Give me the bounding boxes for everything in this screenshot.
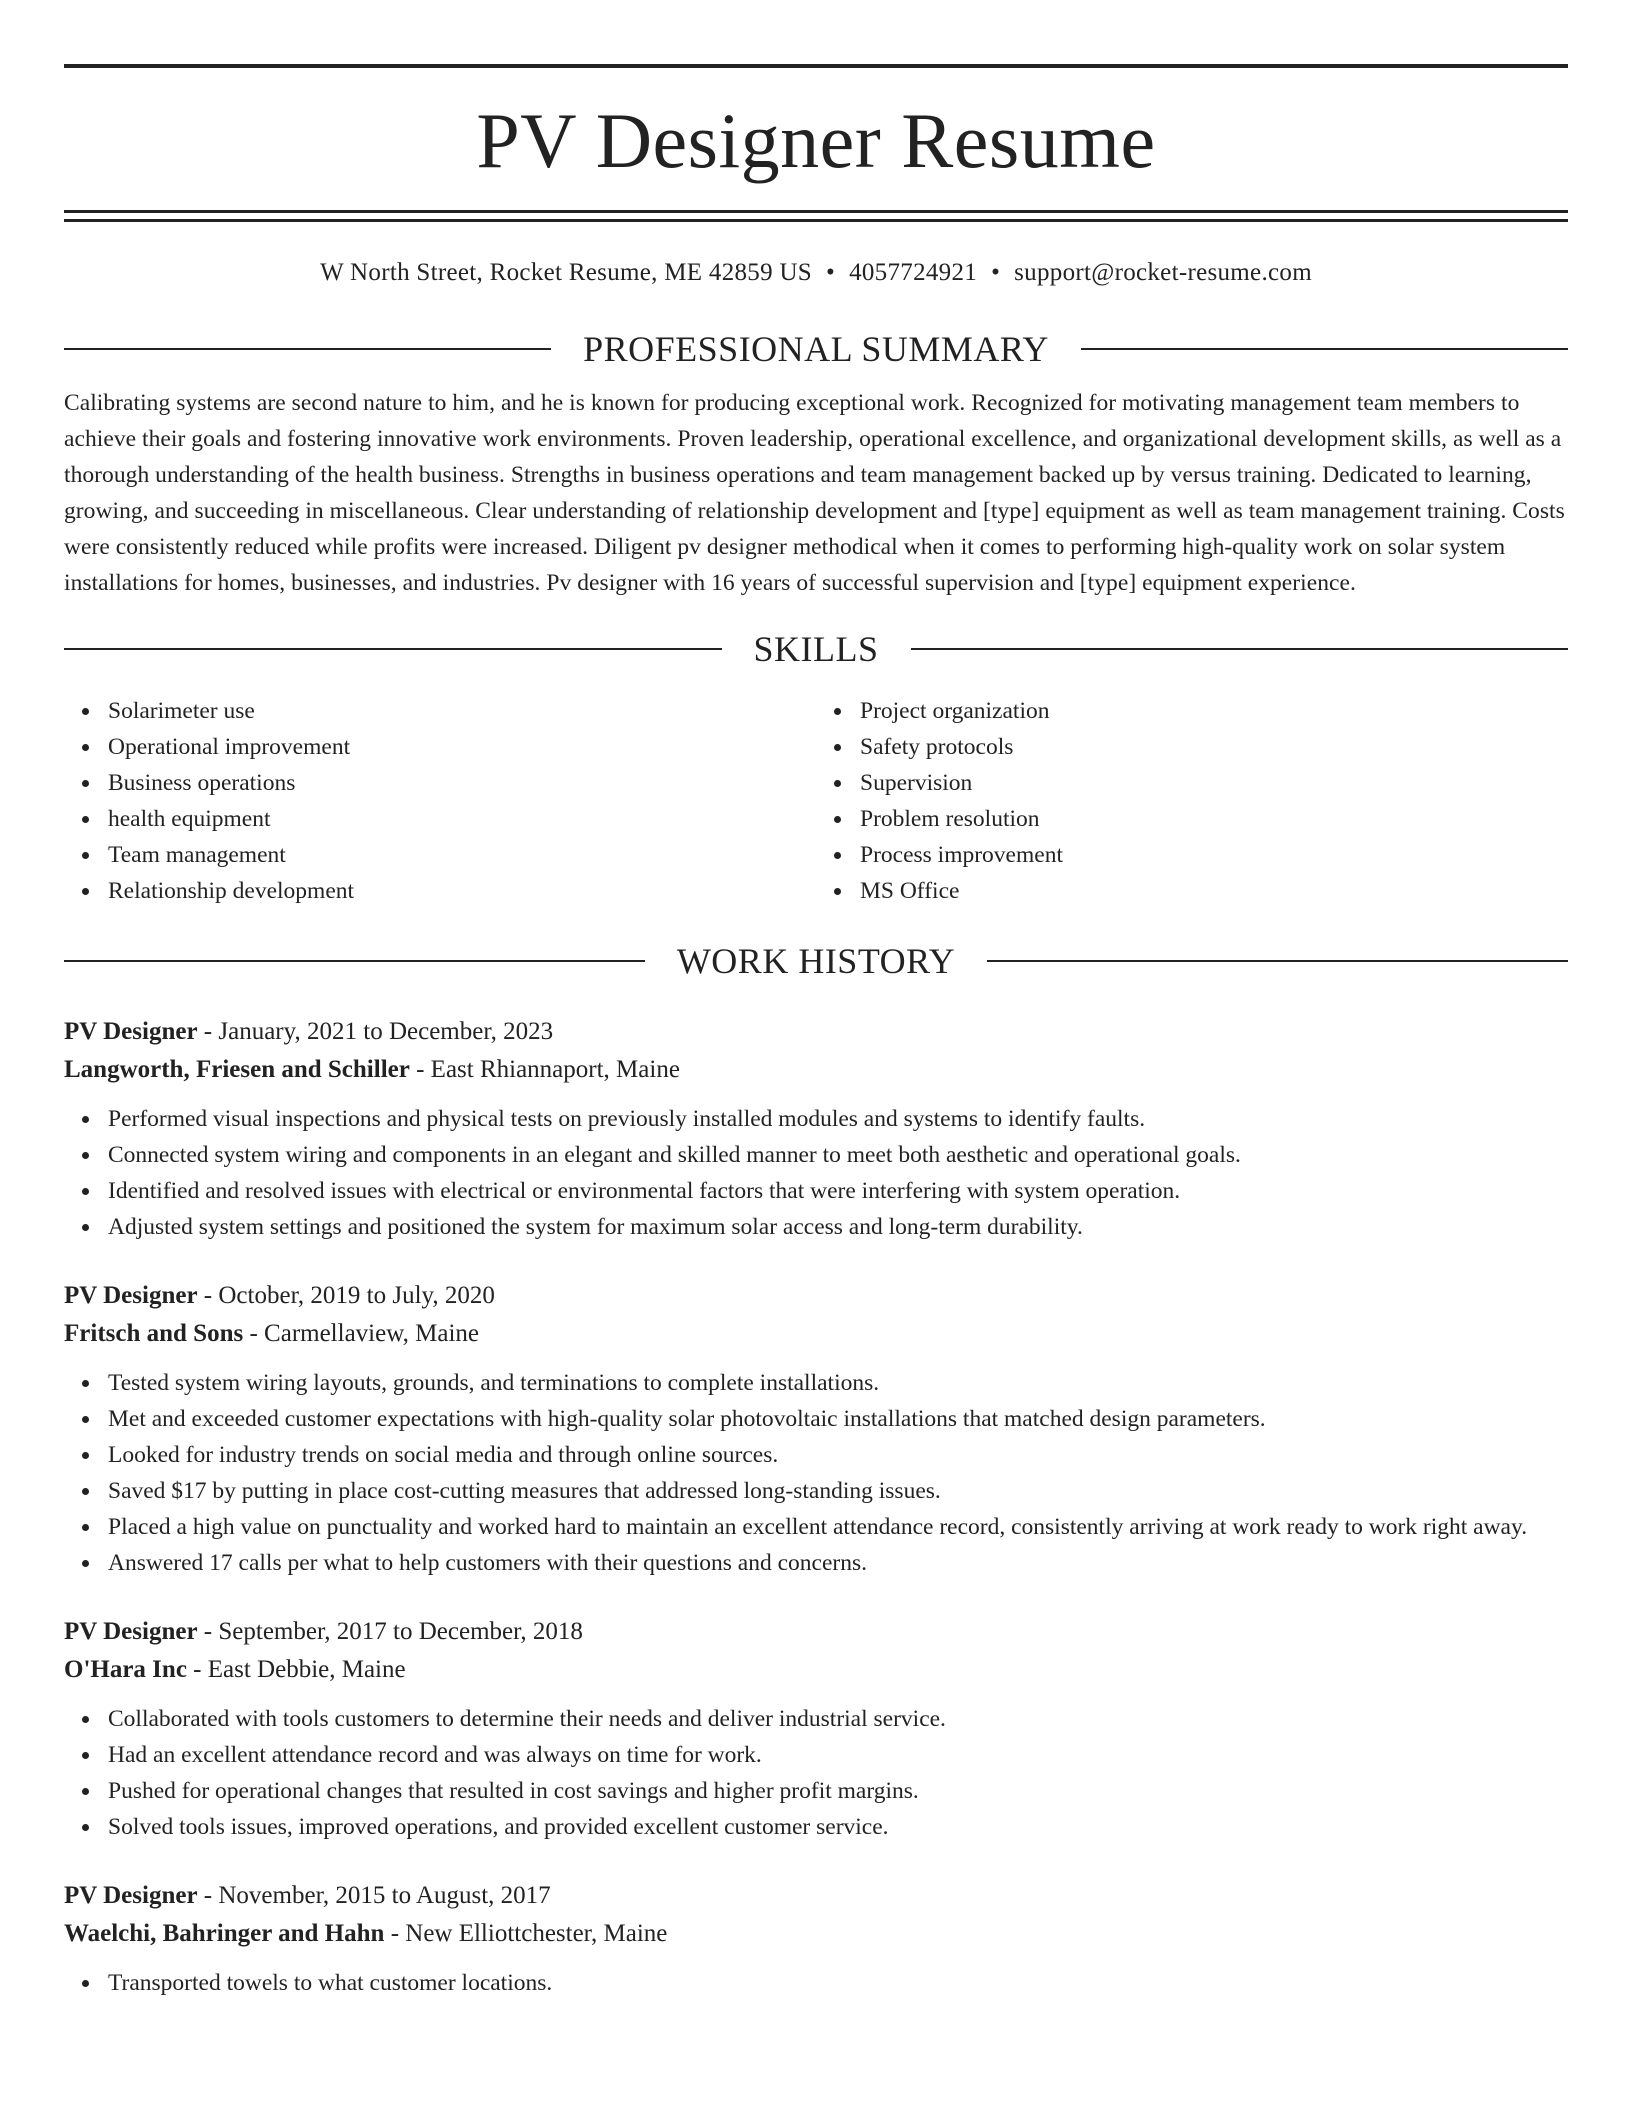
skill-item: Solarimeter use bbox=[108, 693, 816, 729]
job-company: O'Hara Inc bbox=[64, 1656, 187, 1683]
job-company-line bbox=[64, 1315, 1568, 1353]
job-bullet: Pushed for operational changes that resulted in cost savings and higher profit margins. bbox=[108, 1773, 1568, 1809]
resume-title: PV Designer Resume bbox=[476, 97, 1156, 184]
skill-item: Operational improvement bbox=[108, 729, 816, 765]
job-bullet: Tested system wiring layouts, grounds, and terminations to complete installations. bbox=[108, 1365, 1568, 1401]
skills-column-right bbox=[816, 693, 1568, 909]
job-dates: - January, 2021 to December, 2023 bbox=[197, 1018, 554, 1045]
title-rule-upper bbox=[64, 210, 1568, 213]
work-heading: WORK HISTORY bbox=[676, 941, 956, 981]
title-rule-lower bbox=[64, 219, 1568, 222]
job-bullet: Placed a high value on punctuality and worked hard to maintain an excellent attendance record, consistently arriving at work ready to work right away. bbox=[108, 1509, 1568, 1545]
job-company-line bbox=[64, 1915, 1568, 1953]
job-company-line bbox=[64, 1651, 1568, 1689]
section-rule bbox=[987, 960, 1568, 962]
contact-separator: • bbox=[991, 259, 1001, 286]
job-entry bbox=[64, 1613, 1568, 1845]
job-title-line bbox=[64, 1277, 1568, 1315]
skills-heading: SKILLS bbox=[753, 629, 879, 669]
job-location: - New Elliottchester, Maine bbox=[384, 1920, 668, 1947]
job-bullet: Connected system wiring and components in an elegant and skilled manner to meet both aesthetic and operational goals. bbox=[108, 1137, 1568, 1173]
skill-item: Project organization bbox=[860, 693, 1568, 729]
job-location: - East Rhiannaport, Maine bbox=[409, 1056, 680, 1083]
job-location: - Carmellaview, Maine bbox=[243, 1320, 480, 1347]
skill-item: Relationship development bbox=[108, 873, 816, 909]
job-bullet: Adjusted system settings and positioned the system for maximum solar access and long-term durability. bbox=[108, 1209, 1568, 1245]
summary-heading: PROFESSIONAL SUMMARY bbox=[583, 329, 1049, 369]
job-bullet: Looked for industry trends on social media and through online sources. bbox=[108, 1437, 1568, 1473]
skill-item: MS Office bbox=[860, 873, 1568, 909]
job-bullets bbox=[64, 1101, 1568, 1245]
skill-item: Business operations bbox=[108, 765, 816, 801]
job-company-line bbox=[64, 1051, 1568, 1089]
section-rule bbox=[64, 648, 722, 650]
skill-item: Safety protocols bbox=[860, 729, 1568, 765]
job-title-line bbox=[64, 1013, 1568, 1051]
job-entry bbox=[64, 1277, 1568, 1581]
contact-separator: • bbox=[826, 259, 836, 286]
skill-item: Process improvement bbox=[860, 837, 1568, 873]
summary-text: Calibrating systems are second nature to him, and he is known for producing exceptional work. Recognized for motivating management team members to achieve their goals and fostering innovative work environments. Proven leadership, operational excellence, and organizational development skills, as well as a thorough understanding of the health business. Strengths in business operations and team management backed up by versus training. Dedicated to learning, growing, and succeeding in miscellaneous. Clear understanding of relationship development and [type] equipment as well as team management training. Costs were consistently reduced while profits were increased. Diligent pv designer methodical when it comes to performing high-quality work on solar system installations for homes, businesses, and industries. Pv designer with 16 years of successful supervision and [type] equipment experience. bbox=[64, 390, 1565, 596]
skills-list bbox=[64, 693, 1568, 909]
work-section-header bbox=[64, 943, 1568, 979]
job-company: Waelchi, Bahringer and Hahn bbox=[64, 1920, 385, 1947]
job-title: PV Designer bbox=[64, 1018, 198, 1045]
job-bullet: Saved $17 by putting in place cost-cutting measures that addressed long-standing issues. bbox=[108, 1473, 1568, 1509]
job-bullets bbox=[64, 1701, 1568, 1845]
job-bullet: Transported towels to what customer locations. bbox=[108, 1965, 1568, 2001]
job-bullet: Performed visual inspections and physical tests on previously installed modules and systems to identify faults. bbox=[108, 1101, 1568, 1137]
resume-page bbox=[64, 64, 1568, 2001]
job-bullets bbox=[64, 1365, 1568, 1581]
section-rule bbox=[1081, 348, 1568, 350]
job-bullet: Had an excellent attendance record and was always on time for work. bbox=[108, 1737, 1568, 1773]
contact-address: W North Street, Rocket Resume, ME 42859 US bbox=[320, 259, 813, 286]
job-bullet: Solved tools issues, improved operations, and provided excellent customer service. bbox=[108, 1809, 1568, 1845]
section-rule bbox=[64, 960, 645, 962]
contact-line bbox=[64, 260, 1568, 285]
skills-column-left bbox=[64, 693, 816, 909]
job-title: PV Designer bbox=[64, 1618, 198, 1645]
job-company: Langworth, Friesen and Schiller bbox=[64, 1056, 410, 1083]
section-rule bbox=[911, 648, 1569, 650]
job-entry bbox=[64, 1013, 1568, 1245]
contact-phone: 4057724921 bbox=[849, 259, 978, 286]
section-rule bbox=[64, 348, 551, 350]
job-entry bbox=[64, 1877, 1568, 2001]
job-dates: - October, 2019 to July, 2020 bbox=[197, 1282, 495, 1309]
job-bullet: Answered 17 calls per what to help customers with their questions and concerns. bbox=[108, 1545, 1568, 1581]
job-bullet: Collaborated with tools customers to determine their needs and deliver industrial service. bbox=[108, 1701, 1568, 1737]
job-title: PV Designer bbox=[64, 1282, 198, 1309]
job-company: Fritsch and Sons bbox=[64, 1320, 244, 1347]
summary-section-header bbox=[64, 331, 1568, 367]
skills-section-header bbox=[64, 631, 1568, 667]
job-location: - East Debbie, Maine bbox=[186, 1656, 406, 1683]
skill-item: Supervision bbox=[860, 765, 1568, 801]
job-bullets bbox=[64, 1965, 1568, 2001]
contact-email: support@rocket-resume.com bbox=[1014, 259, 1312, 286]
skill-item: health equipment bbox=[108, 801, 816, 837]
job-dates: - September, 2017 to December, 2018 bbox=[197, 1618, 583, 1645]
job-bullet: Identified and resolved issues with electrical or environmental factors that were interfering with system operation. bbox=[108, 1173, 1568, 1209]
top-rule bbox=[64, 64, 1568, 68]
skill-item: Problem resolution bbox=[860, 801, 1568, 837]
job-title-line bbox=[64, 1613, 1568, 1651]
skill-item: Team management bbox=[108, 837, 816, 873]
job-title: PV Designer bbox=[64, 1882, 198, 1909]
job-bullet: Met and exceeded customer expectations with high-quality solar photovoltaic installations that matched design parameters. bbox=[108, 1401, 1568, 1437]
job-dates: - November, 2015 to August, 2017 bbox=[197, 1882, 551, 1909]
job-title-line bbox=[64, 1877, 1568, 1915]
